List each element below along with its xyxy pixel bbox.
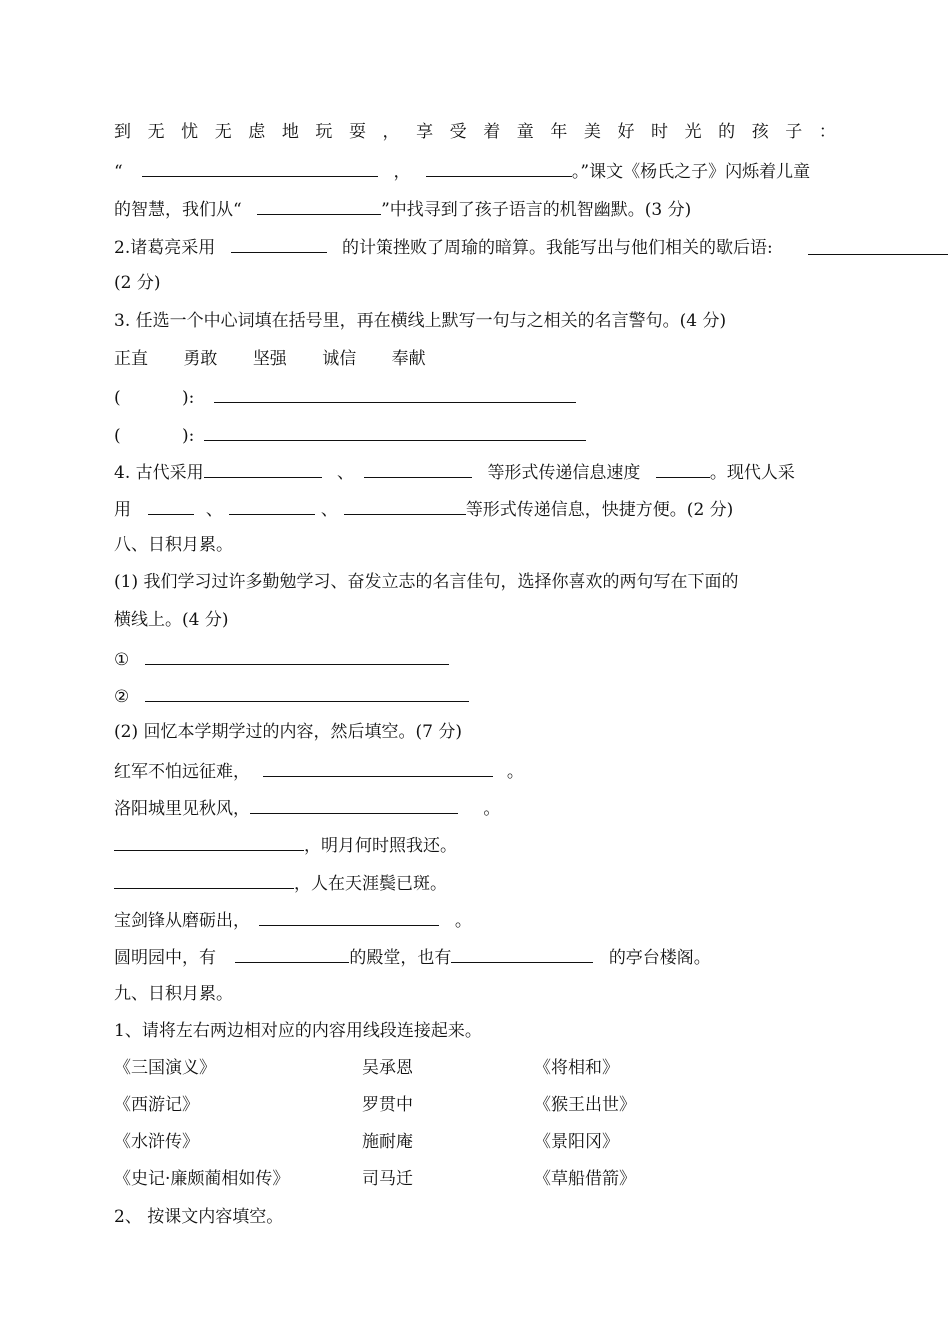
blank[interactable] (148, 496, 194, 515)
blank[interactable] (142, 158, 378, 177)
story-item[interactable]: 《将相和》 (534, 1058, 619, 1078)
char: 着 (483, 122, 501, 142)
char: 忧 (181, 122, 199, 142)
char: 到 (114, 122, 131, 142)
char: 年 (550, 122, 568, 142)
char: 享 (416, 122, 434, 142)
s8-fill-3 (114, 832, 457, 856)
text: ”中找寻到了孩子语言的机智幽默。(3 分) (381, 200, 692, 220)
blank[interactable] (229, 496, 315, 515)
blank[interactable] (344, 496, 466, 515)
blank[interactable] (808, 236, 948, 255)
char: 的 (718, 122, 736, 142)
blank[interactable] (204, 422, 586, 441)
period: 。 (483, 799, 501, 819)
open-quote: “ (114, 162, 123, 182)
text: 等形式传递信息，快捷方便。(2 分) (465, 500, 734, 520)
blank[interactable] (263, 758, 493, 777)
s8-fill-5 (114, 907, 472, 931)
s8-p1-line-1: (1) 我们学习过许多勤勉学习、奋发立志的名言佳句，选择你喜欢的两句写在下面的 (114, 572, 739, 592)
text: 。现代人采 (709, 463, 795, 483)
blank[interactable] (204, 459, 322, 478)
blank[interactable] (231, 234, 327, 253)
text: 洛阳城里见秋风， (114, 799, 250, 819)
blank[interactable] (114, 870, 294, 889)
char: ， (382, 122, 400, 142)
period: 。 (454, 911, 472, 931)
text: 用 (114, 500, 131, 520)
book-item[interactable]: 《三国演义》 (114, 1058, 216, 1078)
text: 圆明园中，有 (114, 948, 216, 968)
story-item[interactable]: 《草船借箭》 (534, 1169, 636, 1189)
story-item[interactable]: 《猴王出世》 (534, 1095, 636, 1115)
sep: 、 (320, 500, 338, 520)
book-item[interactable]: 《史记·廉颇蔺相如传》 (114, 1169, 290, 1189)
char: 玩 (315, 122, 333, 142)
blank[interactable] (250, 795, 458, 814)
s9-q1: 1、请将左右两边相对应的内容用线段连接起来。 (114, 1021, 482, 1041)
text: 红军不怕远征难， (114, 762, 250, 782)
text: 的殿堂，也有 (349, 948, 452, 968)
blank[interactable] (364, 459, 472, 478)
s9-heading: 九、日积月累。 (114, 984, 233, 1004)
char: 子 (785, 122, 803, 142)
char: 受 (449, 122, 467, 142)
char: 虑 (248, 122, 266, 142)
s7-words (114, 347, 426, 371)
s7-q4-line-1 (114, 459, 795, 483)
s9-q2: 2、 按课文内容填空。 (114, 1207, 284, 1227)
char: 好 (617, 122, 635, 142)
char: ： (818, 122, 836, 142)
word: 坚强 (252, 349, 287, 369)
blank[interactable] (145, 683, 469, 702)
text: 的亭台楼阁。 (608, 948, 711, 968)
author-item[interactable]: 司马迁 (362, 1169, 413, 1189)
s8-fill-1 (114, 758, 524, 782)
bracket-open: ( (114, 388, 121, 408)
sep: 、 (205, 500, 223, 520)
text: 等形式传递信息速度 (487, 463, 641, 483)
char: 童 (516, 122, 534, 142)
blank[interactable] (235, 944, 349, 963)
blank[interactable] (114, 832, 304, 851)
author-item[interactable]: 施耐庵 (362, 1132, 413, 1152)
s8-fill-2 (114, 795, 500, 819)
text: 2.诸葛亮采用 (114, 238, 216, 258)
char: 时 (651, 122, 668, 142)
char: 耍 (348, 122, 366, 142)
blank[interactable] (257, 196, 381, 215)
char: 孩 (751, 122, 769, 142)
s7-line-1 (114, 120, 836, 144)
story-item[interactable]: 《景阳冈》 (534, 1132, 619, 1152)
blank[interactable] (145, 646, 449, 665)
blank[interactable] (259, 907, 439, 926)
text: ，人在天涯鬓已斑。 (294, 874, 447, 894)
word: 正直 (114, 349, 148, 369)
text: 。”课文《杨氏之子》闪烁着儿童 (571, 162, 811, 182)
text: ，明月何时照我还。 (304, 836, 457, 856)
s8-heading: 八、日积月累。 (114, 535, 233, 555)
word: 诚信 (322, 349, 357, 369)
s8-fill-6 (114, 944, 711, 968)
blank[interactable] (656, 459, 710, 478)
bracket-close: ): (182, 388, 195, 408)
s7-q3-row-2 (114, 422, 586, 446)
s8-circle-1-row (114, 646, 449, 670)
char: 光 (684, 122, 702, 142)
text: 的智慧，我们从“ (114, 200, 242, 220)
comma: ， (393, 162, 411, 182)
circle-number: ① (114, 650, 130, 670)
s7-q4-line-2 (114, 496, 733, 520)
s7-q2-score: (2 分) (114, 273, 161, 293)
word: 勇敢 (183, 349, 218, 369)
text: 宝剑锋从磨砺出， (114, 911, 250, 931)
blank[interactable] (426, 158, 572, 177)
sep: 、 (337, 463, 355, 483)
bracket-open: ( (114, 426, 121, 446)
char: 美 (583, 122, 601, 142)
circle-number: ② (114, 687, 130, 707)
char: 无 (214, 122, 232, 142)
char: 地 (281, 122, 299, 142)
book-item[interactable]: 《西游记》 (114, 1095, 199, 1115)
bracket-close: ): (182, 426, 195, 446)
word: 奉献 (391, 349, 426, 369)
s7-q2 (114, 234, 773, 258)
blank[interactable] (214, 384, 576, 403)
s7-line-3 (114, 196, 691, 220)
s7-line-2 (114, 158, 810, 182)
s8-fill-4 (114, 870, 447, 894)
s8-p1-line-2: 横线上。(4 分) (114, 610, 229, 630)
s7-q3: 3. 任选一个中心词填在括号里，再在横线上默写一句与之相关的名言警句。(4 分) (114, 311, 727, 331)
text: 4. 古代采用 (114, 463, 204, 483)
author-item[interactable]: 罗贯中 (362, 1095, 413, 1115)
text: 的计策挫败了周瑜的暗算。我能写出与他们相关的歇后语: (342, 238, 773, 258)
book-item[interactable]: 《水浒传》 (114, 1132, 199, 1152)
author-item[interactable]: 吴承恩 (362, 1058, 413, 1078)
char: 无 (147, 122, 165, 142)
blank[interactable] (451, 944, 593, 963)
s8-p2: (2) 回忆本学期学过的内容，然后填空。(7 分) (114, 722, 462, 742)
s7-q3-row-1 (114, 384, 576, 408)
s8-circle-2-row (114, 683, 469, 707)
period: 。 (506, 762, 524, 782)
